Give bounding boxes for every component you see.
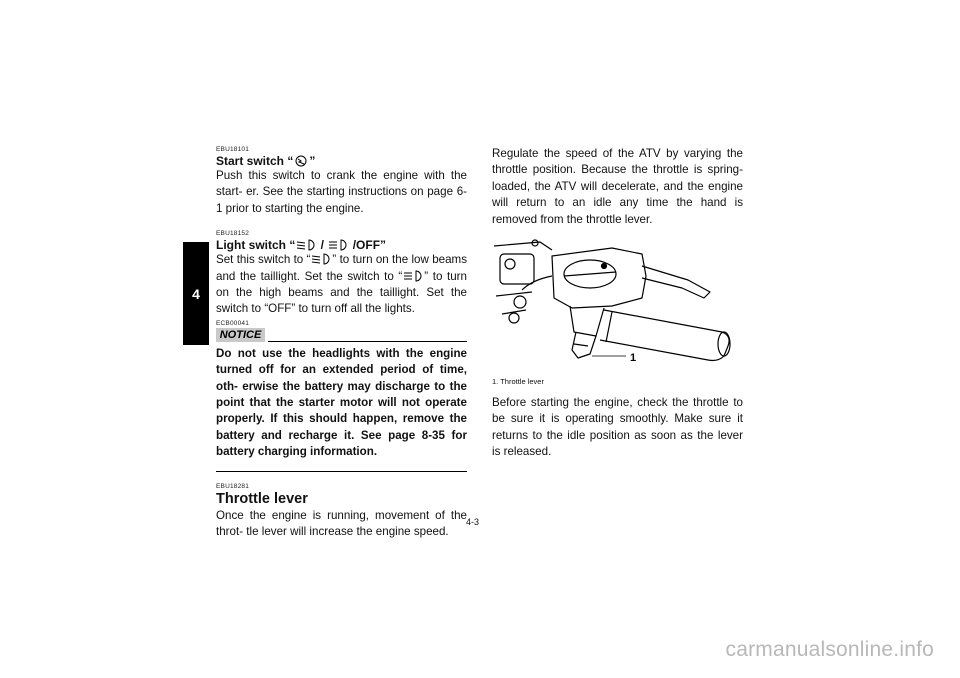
page-number: 4-3 <box>466 517 480 527</box>
throttle-intro-text: Regulate the speed of the ATV by varying the throttle position. Because the throttle is spring- loaded, the ATV will decelerate, and the engine will return to an idle any time the hand is removed from the throttle lever. <box>492 147 743 226</box>
light-switch-text: Set this switch to “ ” to turn on the low beams and the taillight. Set the switch to “ ” to turn on the high beams and the taillight. Set the switch to “OFF” to turn off all the lights. <box>216 253 467 316</box>
start-switch-text: Push this switch to crank the engine with the start- er. See the starting instructions on page 6-1 prior to starting the engine. <box>216 169 467 215</box>
notice-header <box>216 328 467 342</box>
section-code: EBU18152 <box>216 230 250 238</box>
light-switch-heading: Light switch “ / /OFF” <box>216 238 387 253</box>
starter-icon <box>293 155 309 167</box>
divider <box>268 341 467 342</box>
right-column <box>492 146 743 461</box>
figure-caption: 1. Throttle lever <box>492 377 544 387</box>
left-column <box>216 146 467 541</box>
notice-badge: NOTICE <box>216 328 265 342</box>
high-beam-icon <box>402 270 424 282</box>
throttle-check-text: Before starting the engine, check the throttle to be sure it is operating smoothly. Make sure it returns to the idle position as soon as the lever is released. <box>492 396 743 459</box>
notice-text: Do not use the headlights with the engine turned off for an extended period of time, oth- erwise the battery may discharge to the point that the starter motor will not operate properly. If this should happen, remove the battery and recharge it. See page 8-35 for battery charging information. <box>216 346 467 459</box>
chapter-tab: 4 <box>183 242 209 345</box>
throttle-lever-drawing <box>492 236 743 371</box>
high-beam-icon <box>327 239 349 251</box>
low-beam-icon <box>310 253 332 265</box>
callout-number: 1 <box>630 352 637 365</box>
section-code: EBU18281 <box>216 482 250 490</box>
throttle-illustration <box>492 236 743 371</box>
watermark: carmanualsonline.info <box>725 638 934 661</box>
section-code: EBU18101 <box>216 146 250 153</box>
low-beam-icon <box>295 239 317 251</box>
throttle-heading: Throttle lever <box>216 490 308 507</box>
start-switch-heading: Start switch “ ” <box>216 154 316 168</box>
section-code: ECB00041 <box>216 319 250 327</box>
throttle-text: Once the engine is running, movement of the throt- tle lever will increase the engine speed. <box>216 508 467 539</box>
